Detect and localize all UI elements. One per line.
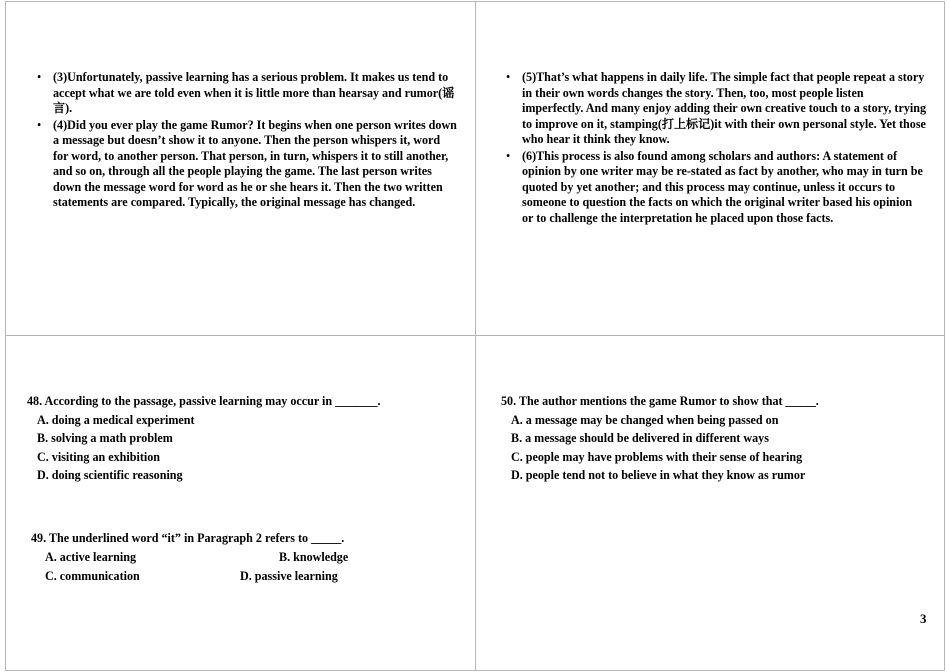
question-50 xyxy=(501,392,819,485)
question-stem: 48. According to the passage, passive learning may occur in _______. xyxy=(27,394,381,408)
paragraph-list xyxy=(37,70,457,212)
option-row xyxy=(31,567,344,586)
option-a: A. a message may be changed when being passed on xyxy=(511,412,779,427)
option-c: C. people may have problems with their sense of hearing xyxy=(511,449,803,464)
option-c: C. visiting an exhibition xyxy=(37,449,160,464)
question-49 xyxy=(31,529,349,586)
page-number: 3 xyxy=(920,611,927,626)
slide-bottom-right xyxy=(475,335,945,671)
option-row xyxy=(31,548,349,567)
bullet-icon: • xyxy=(506,70,511,84)
slide-top-right xyxy=(475,1,945,336)
paragraph-list xyxy=(506,70,926,227)
paragraph-text: (6)This process is also found among scholars and authors: A statement of opinion by one writer may be re-stated as fact by another, who may in turn be quoted by yet another; and this process may continue, unless it occurs to someone to question the facts on which the original writer based his opinion or to challenge the interpretation he placed upon those facts. xyxy=(522,148,923,225)
option-c: C. communication xyxy=(45,569,140,583)
option-b: B. solving a math problem xyxy=(37,431,173,445)
question-stem: 49. The underlined word “it” in Paragraph 2 refers to _____. xyxy=(31,531,345,545)
option-b: B. a message should be delivered in different ways xyxy=(511,431,769,445)
paragraph-text: (4)Did you ever play the game Rumor? It begins when one person writes down a message but doesn’t show it to anyone. Then the person whispers it, word for word, to another person. That person, in turn, whispers it to still another, and so on, through all the people playing the game. The last person writes down the message word for word as he or she hears it. Then the two written statements are compared. Typically, the original message has changed. xyxy=(53,117,457,209)
option-d: D. people tend not to believe in what they know as rumor xyxy=(511,468,806,482)
slide-bottom-left xyxy=(5,335,476,671)
option-a: A. doing a medical experiment xyxy=(37,412,195,427)
option-a: A. active learning xyxy=(45,550,137,564)
paragraph-text: (3)Unfortunately, passive learning has a serious problem. It makes us tend to accept what we are told even when it is little more than hearsay and rumor(谣言). xyxy=(53,70,455,115)
bullet-icon: • xyxy=(506,148,511,163)
question-stem: 50. The author mentions the game Rumor to show that _____. xyxy=(501,394,819,408)
bullet-icon: • xyxy=(37,70,42,84)
paragraph-5 xyxy=(506,70,926,148)
slide-top-left xyxy=(5,1,476,336)
paragraph-6 xyxy=(506,149,926,227)
paragraph-3 xyxy=(37,70,457,117)
paragraph-4 xyxy=(37,118,457,211)
option-d: D. passive learning xyxy=(240,569,338,583)
option-d: D. doing scientific reasoning xyxy=(37,468,183,482)
bullet-icon: • xyxy=(37,117,42,132)
option-b: B. knowledge xyxy=(279,550,349,564)
paragraph-text: (5)That’s what happens in daily life. The simple fact that people repeat a story in their own words changes the story. Then, too, most people listen imperfectly. And many enjoy adding their own creative touch to a story, trying to improve on it, stamping(打上标记)it with their own personal style. Yet those who hear it think they know. xyxy=(522,70,926,146)
question-48 xyxy=(27,392,381,485)
